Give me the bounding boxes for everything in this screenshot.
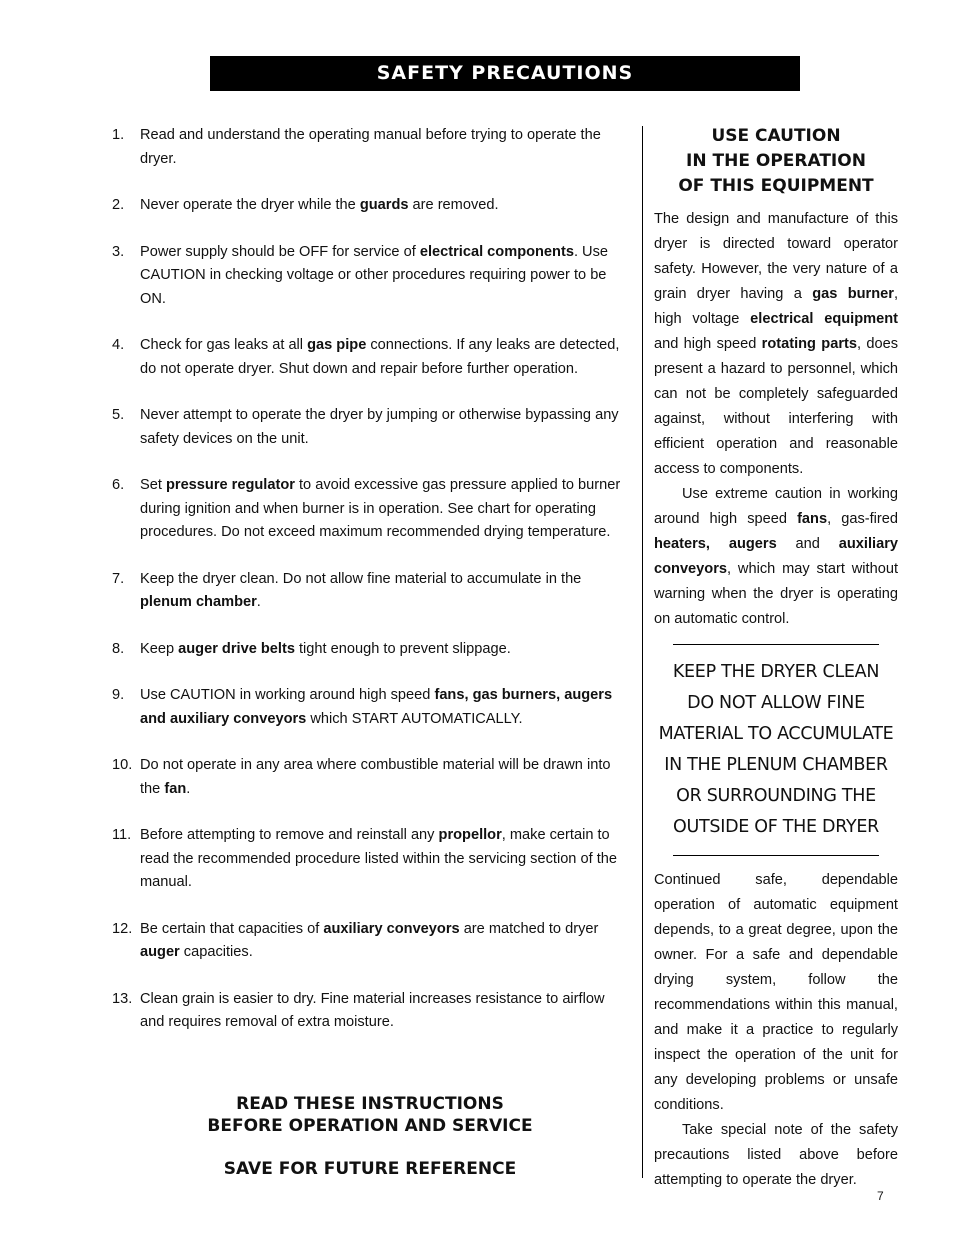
- body-text: to avoid excessive gas pressure applied to burner during ignition and when burner is in operation. See chart for operating procedures. Do not exceed maximum recommended drying temperature.: [140, 477, 621, 540]
- design-paragraph: [654, 207, 898, 482]
- safety-item: [112, 194, 628, 218]
- page-number: 7: [877, 1189, 884, 1203]
- item-text: [140, 124, 628, 171]
- body-text: are matched to dryer: [459, 920, 599, 937]
- item-text: [140, 918, 628, 965]
- safety-item: [112, 334, 628, 381]
- save-reference-note: SAVE FOR FUTURE REFERENCE: [223, 1159, 517, 1179]
- body-text: .: [256, 594, 261, 610]
- safety-item: [112, 988, 628, 1035]
- safety-item: [112, 404, 628, 451]
- body-text: .: [186, 780, 191, 797]
- item-number: 1.: [112, 127, 125, 143]
- emphasis-text: auxiliary conveyors: [323, 920, 460, 937]
- item-text: [140, 241, 628, 312]
- caution-heading-line-1: USE CAUTION: [711, 126, 841, 146]
- item-text: [140, 334, 628, 381]
- body-text: Before attempting to remove and reinstall any: [140, 827, 439, 843]
- item-text: [140, 824, 628, 895]
- body-text: The design and manufacture of this dryer is directed toward operator safety. However, the very nature of a grain dryer having a: [654, 211, 898, 302]
- body-text: Clean grain is easier to dry. Fine material increases resistance to airflow and requires removal of extra moisture.: [140, 990, 605, 1030]
- emphasis-text: auxiliary conveyors: [654, 536, 898, 577]
- item-number: 10.: [112, 757, 133, 773]
- item-text: [140, 404, 628, 451]
- safety-item: [112, 824, 628, 895]
- callout-line-2: DO NOT ALLOW FINE: [687, 693, 865, 713]
- emphasis-text: rotating parts: [761, 336, 857, 352]
- item-text: [140, 988, 628, 1035]
- item-text: [140, 638, 628, 662]
- safety-item: [112, 684, 628, 731]
- page-title: SAFETY PRECAUTIONS: [210, 56, 800, 91]
- emphasis-text: fans: [797, 511, 828, 527]
- item-number: 8.: [112, 640, 125, 657]
- safety-item: [112, 638, 628, 662]
- callout-rule-bottom: [673, 855, 879, 856]
- item-text: [140, 754, 628, 801]
- callout-line-5: OR SURROUNDING THE: [676, 786, 876, 806]
- item-number: 13.: [112, 990, 133, 1007]
- body-text: Never attempt to operate the dryer by jumping or otherwise bypassing any safety devices on the unit.: [140, 407, 619, 447]
- body-text: connections. If any leaks are detected, do not operate dryer. Shut down and repair before further operation.: [140, 337, 620, 377]
- body-text: , make certain to read the recommended procedure listed within the servicing section of the manual.: [140, 827, 617, 890]
- emphasis-text: electrical equipment: [750, 311, 898, 327]
- callout-line-3: MATERIAL TO ACCUMULATE: [658, 724, 894, 744]
- body-text: and: [776, 536, 839, 552]
- emphasis-text: propellor: [438, 827, 502, 843]
- callout-line-4: IN THE PLENUM CHAMBER: [664, 755, 888, 775]
- item-number: 3.: [112, 243, 125, 260]
- callout-line-1: KEEP THE DRYER CLEAN: [672, 662, 880, 682]
- safety-item: [112, 241, 628, 312]
- body-text: , does present a hazard to personnel, which can not be completely safeguarded against, without interfering with efficient operation and reasonable access to components.: [654, 336, 898, 477]
- emphasis-text: fans, gas burners, augers and auxiliary conveyors: [140, 687, 613, 727]
- item-number: 6.: [112, 477, 125, 493]
- emphasis-text: guards: [359, 197, 409, 213]
- emphasis-text: gas pipe: [307, 337, 367, 353]
- emphasis-text: electrical components: [419, 243, 574, 260]
- item-number: 7.: [112, 570, 125, 587]
- special-note-paragraph: Take special note of the safety precautions listed above before attempting to operate the dryer.: [654, 1122, 898, 1188]
- item-number: 9.: [112, 687, 125, 703]
- body-text: which START AUTOMATICALLY.: [306, 710, 523, 727]
- body-text: Set: [140, 477, 166, 493]
- body-text: Never operate the dryer while the: [140, 197, 360, 213]
- body-text: are removed.: [408, 197, 499, 213]
- body-text: tight enough to prevent slippage.: [294, 640, 511, 657]
- footer-line-2: BEFORE OPERATION AND SERVICE: [207, 1116, 533, 1136]
- body-text: Be certain that capacities of: [140, 920, 324, 937]
- body-text: Use CAUTION in working around high speed: [140, 687, 435, 703]
- item-text: [140, 474, 628, 545]
- item-number: 2.: [112, 197, 125, 213]
- item-number: 11.: [112, 827, 132, 843]
- right-column: [654, 124, 898, 1193]
- safety-item: [112, 568, 628, 615]
- safety-item: [112, 474, 628, 545]
- body-text: , gas-fired: [827, 511, 898, 527]
- body-text: , which may start without warning when the dryer is operating on automatic control.: [654, 561, 898, 627]
- emphasis-text: gas burner: [812, 286, 894, 302]
- safety-list: [112, 124, 628, 1058]
- footer-line-1: READ THESE INSTRUCTIONS: [236, 1094, 504, 1114]
- caution-heading-line-3: OF THIS EQUIPMENT: [678, 176, 874, 196]
- body-text: , high voltage: [654, 286, 898, 327]
- caution-heading-line-2: IN THE OPERATION: [686, 151, 866, 171]
- owner-paragraph: Continued safe, dependable operation of automatic equipment depends, to a great degree, upon the owner. For a safe and dependable drying system, follow the recommendations within this manual, and make it a practice to regularly inspect the operation of the unit for any developing problems or unsafe conditions.: [654, 872, 898, 1113]
- keep-clean-callout: [654, 657, 898, 843]
- safety-item: [112, 754, 628, 801]
- emphasis-text: auger: [140, 944, 180, 960]
- item-number: 4.: [112, 337, 125, 353]
- item-text: [140, 684, 628, 731]
- item-number: 5.: [112, 407, 125, 423]
- safety-item: [112, 124, 628, 171]
- read-instructions-note: [112, 1093, 628, 1137]
- body-text: Power supply should be OFF for service of: [140, 243, 420, 260]
- item-number: 12.: [112, 920, 133, 937]
- item-text: [140, 568, 628, 615]
- emphasis-text: plenum chamber: [140, 594, 257, 610]
- callout-rule-top: [673, 644, 879, 645]
- body-text: capacities.: [179, 944, 253, 960]
- body-text: Use extreme caution in working around high speed: [654, 486, 898, 527]
- emphasis-text: heaters, augers: [654, 536, 777, 552]
- body-text: Keep: [140, 640, 179, 657]
- safety-item: [112, 918, 628, 965]
- body-text: . Use CAUTION in checking voltage or other procedures requiring power to be ON.: [140, 243, 609, 307]
- emphasis-text: fan: [164, 780, 187, 797]
- callout-line-6: OUTSIDE OF THE DRYER: [673, 817, 879, 837]
- body-text: Keep the dryer clean. Do not allow fine material to accumulate in the: [140, 570, 582, 587]
- body-text: Do not operate in any area where combustible material will be drawn into the: [140, 757, 611, 797]
- column-divider: [642, 126, 643, 1178]
- emphasis-text: pressure regulator: [165, 477, 295, 493]
- body-text: and high speed: [654, 336, 762, 352]
- body-text: Check for gas leaks at all: [140, 337, 308, 353]
- body-text: Read and understand the operating manual before trying to operate the dryer.: [140, 127, 601, 167]
- extreme-caution-paragraph: [654, 482, 898, 632]
- emphasis-text: auger drive belts: [178, 640, 295, 657]
- item-text: [140, 194, 628, 218]
- caution-heading: [654, 124, 898, 199]
